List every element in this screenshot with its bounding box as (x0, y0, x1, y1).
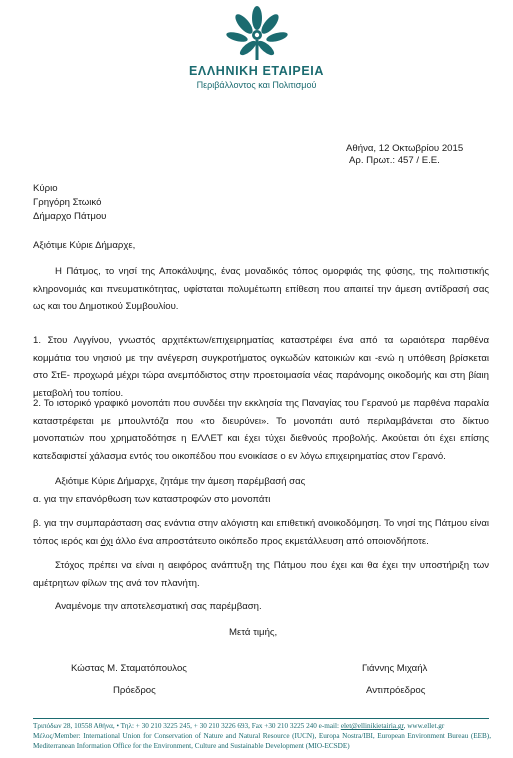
paragraph-request-a: α. για την επανόρθωση των καταστροφών στο μονοπάτι (33, 494, 271, 505)
paragraph-intro: Η Πάτμος, το νησί της Αποκάλυψης, ένας μοναδικός τόπος ομορφιάς της φύσης, της πολιτιστικής κληρονομιάς και πνευματικότητας, υφίσταται πολυμέτωπη επίθεση που απαιτεί την άμεση αντίδρασή σας ως και του Δημοτικού Συμβουλίου. (33, 266, 489, 312)
paragraph-item-1: 1. Στου Λιγγίνου, γνωστός αρχιτέκτων/επιχειρηματίας καταστρέφει ένα από τα ωραιότερα παρθένα κομμάτια του νησιού με την ανέγερση συγκροτήματος ογκωδών κατοικιών και -ενώ η υπόθεση βρίσκεται στο ΣτΕ- προχωρά μέχρι τώρα ανεμπόδιστος στην προετοιμασία νέας παράνομης οικοδομής και στη βίαιη μεταβολή του τοπίου. (33, 335, 489, 399)
footer-email-link[interactable]: elet@ellinikietairia.gr (340, 722, 404, 730)
footer (33, 721, 491, 751)
request-b-text-end: άλλο ένα απροστάτευτο οικόπεδο προς εκμετάλλευση από οποιονδήποτε. (112, 535, 429, 547)
footer-divider (33, 718, 489, 719)
paragraph-request-b (33, 515, 489, 550)
org-subtitle: Περιβάλλοντος και Πολιτισμού (196, 80, 317, 90)
signatory-left-title: Πρόεδρος (113, 685, 156, 696)
org-name: ΕΛΛΗΝΙΚΗ ΕΤΑΙΡΕΙΑ (189, 64, 324, 78)
signatory-right-title: Αντιπρόεδρος (366, 685, 426, 696)
footer-membership: Μέλος/Member: International Union for Conservation of Nature and Natural Resource (IUCN), Europa Nostra/IBI, European Environment Bureau (EEB), Mediterranean Information Office for the Environment, Culture and Sustainable Development (MIO-ECSDE) (33, 732, 491, 750)
letter-date: Αθήνα, 12 Οκτωβρίου 2015 (346, 143, 464, 154)
paragraph-expectation: Αναμένομε την αποτελεσματική σας παρέμβαση. (55, 601, 262, 612)
recipient-name: Γρηγόρη Στωικό (33, 197, 102, 208)
emphasis-text: όχι (100, 535, 113, 547)
paragraph-goal: Στόχος πρέπει να είναι η αειφόρος ανάπτυξη της Πάτμου που έχει και θα έχει την υποστήριξη των αμέτρητων φίλων της ανά τον πλανήτη. (33, 560, 489, 589)
signatory-right-name: Γιάννης Μιχαήλ (362, 663, 428, 674)
paragraph-item-2: 2. Το ιστορικό γραφικό μονοπάτι που συνδέει την εκκλησία της Παναγίας του Γερανού με παρθένα παραλία καταστρέφεται με μπουλντόζα που «το διευρύνει». Το μονοπάτι αυτό περιλαμβάνεται στο δίκτυο μονοπατιών που χρηματοδότησε η ΕΛΛΕΤ και έχει τύχει διεθνούς προβολής. Ακούεται ότι έχει επίσης κατεδαφιστεί χάλασμα εντός του οικοπέδου που ενοικίασε ο εν λόγω επιχειρηματίας στον Γερανό. (33, 398, 489, 462)
paragraph-request: Αξιότιμε Κύριε Δήμαρχε, ζητάμε την άμεση παρέμβασή σας (55, 476, 306, 487)
flower-emblem-icon (217, 4, 297, 64)
signatory-left-name: Κώστας Μ. Σταματόπουλος (71, 663, 187, 674)
request-b-text: β. για την συμπαράσταση σας ενάντια στην αλόγιστη και επιθετική ανοικοδόμηση. Το νησί της Πάτμου είναι τόπος ιερός και (33, 518, 489, 547)
recipient-line: Κύριο (33, 183, 58, 194)
footer-website: , www.ellet.gr (403, 722, 445, 730)
salutation: Αξιότιμε Κύριε Δήμαρχε, (33, 240, 136, 251)
letterhead (0, 0, 513, 92)
footer-contact: Τριπόδων 28, 10558 Αθήνα, • Τηλ: + 30 210 3225 245, + 30 210 3226 693, Fax +30 210 3225 240 e-mail: (33, 722, 341, 730)
protocol-number: Αρ. Πρωτ.: 457 / Ε.Ε. (349, 155, 440, 166)
recipient-title: Δήμαρχο Πάτμου (33, 211, 107, 222)
closing: Μετά τιμής, (229, 627, 278, 638)
